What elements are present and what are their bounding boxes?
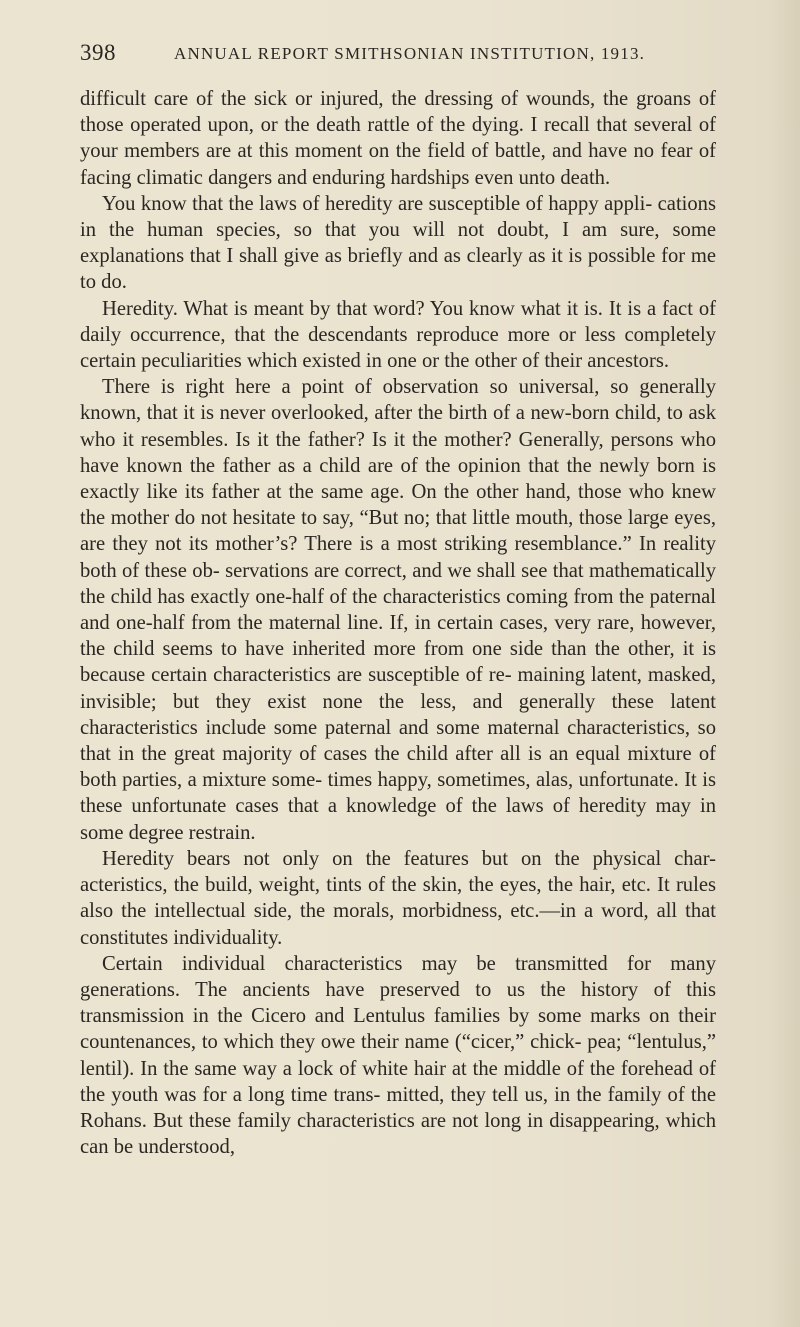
page-number: 398 xyxy=(80,40,116,65)
paragraph-3: Heredity. What is meant by that word? You know what it is. It is a fact of daily occurrence, that the descendants reproduce more or less completely certain peculiarities which existed in one or the other of their ancestors. xyxy=(80,297,716,373)
body-text xyxy=(80,86,716,1160)
paragraph-4: There is right here a point of observation so universal, so generally known, that it is never overlooked, after the birth of a new-born child, to ask who it resembles. Is it the father? Is it the mother? Generally, persons who have known the father as a child are of the opinion that the newly born is exactly like its father at the same age. On the other hand, those who knew the mother do not hesitate to say, “But no; that little mouth, those large eyes, are they not its mother’s? There is a most striking resemblance.” In reality both of these ob- servations are correct, and we shall see that mathematically the child has exactly one-half of the characteristics coming from the paternal and one-half from the maternal line. If, in certain cases, very rare, however, the child seems to have inherited more from one side than the other, it is because certain characteristics are susceptible of re- maining latent, masked, invisible; but they exist none the less, and generally these latent characteristics include some paternal and some maternal characteristics, so that in the great majority of cases the child after all is an equal mixture of both parties, a mixture some- times happy, sometimes, alas, unfortunate. It is these unfortunate cases that a knowledge of the laws of heredity may in some degree restrain. xyxy=(80,376,716,844)
paragraph-2: You know that the laws of heredity are susceptible of happy appli- cations in the human species, so that you will not doubt, I am sure, some explanations that I shall give as briefly and as clearly as it is possible for me to do. xyxy=(80,192,716,294)
page-header xyxy=(80,40,720,70)
running-head: ANNUAL REPORT SMITHSONIAN INSTITUTION, 1913. xyxy=(174,44,646,63)
paragraph-6: Certain individual characteristics may be transmitted for many generations. The ancients have preserved to us the history of this transmission in the Cicero and Lentulus families by some marks on their countenances, to which they owe their name (“cicer,” chick- pea; “lentulus,” lentil). In the same way a lock of white hair at the middle of the forehead of the youth was for a long time trans- mitted, they tell us, in the family of the Rohans. But these family characteristics are not long in disappearing, which can be understood, xyxy=(80,952,716,1159)
paragraph-5: Heredity bears not only on the features but on the physical char- acteristics, the build, weight, tints of the skin, the eyes, the hair, etc. It rules also the intellectual side, the morals, morbidness, etc.—in a word, all that constitutes individuality. xyxy=(80,847,716,949)
paragraph-1: difficult care of the sick or injured, the dressing of wounds, the groans of those operated upon, or the death rattle of the dying. I recall that several of your members are at this moment on the field of battle, and have no fear of facing climatic dangers and enduring hardships even unto death. xyxy=(80,88,716,189)
